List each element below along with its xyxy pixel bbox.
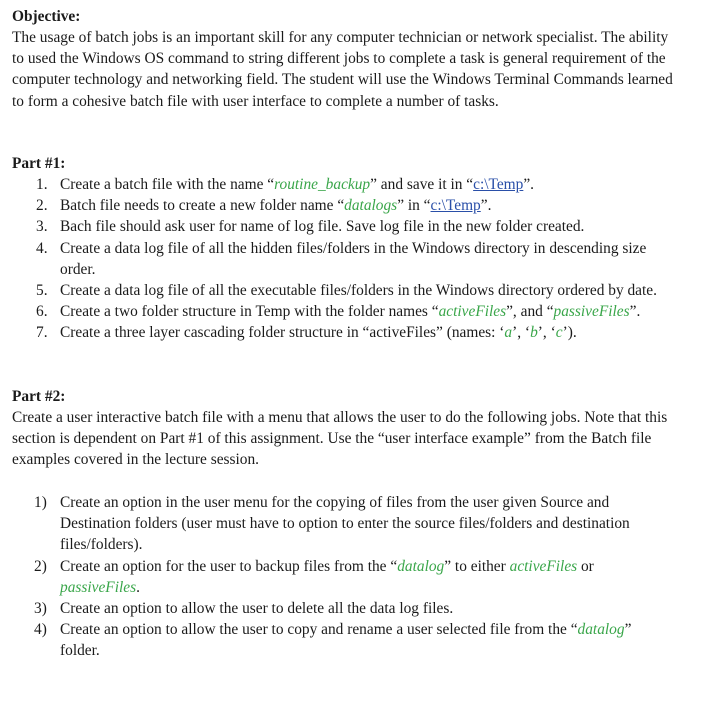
item-text: ’, ‘ (537, 324, 556, 342)
folder-highlight: datalogs (344, 197, 398, 215)
item-text: Create a three layer cascading folder structure in “activeFiles” (names: ‘ (60, 324, 505, 342)
list-item (0, 598, 690, 619)
item-number: 6. (36, 303, 48, 321)
item-text: ’, ‘ (512, 324, 531, 342)
part1-heading: Part #1: (12, 155, 66, 172)
item-text: Create a batch file with the name “ (60, 176, 275, 193)
folder-highlight: datalog (577, 621, 625, 639)
item-text: ”. (480, 197, 492, 215)
list-item (0, 492, 690, 556)
item-number: 5. (36, 282, 48, 300)
item-number: 7. (36, 324, 48, 342)
item-number: 2. (36, 197, 48, 215)
item-text: ” in “ (397, 197, 431, 215)
list-item (0, 195, 690, 216)
list-item (0, 238, 690, 280)
item-number: 1) (34, 494, 47, 511)
item-text: Create an option to allow the user to copy and rename a user selected file from the “ (60, 621, 578, 639)
item-number: 2) (34, 557, 47, 575)
list-item (0, 322, 690, 343)
objective-heading: Objective: (12, 8, 81, 25)
item-text: Create a two folder structure in Temp with the folder names “ (60, 303, 439, 321)
item-text: ’). (562, 324, 577, 342)
item-text: ”, and “ (506, 303, 554, 321)
folder-highlight: b (530, 324, 538, 342)
folder-highlight: passiveFiles (553, 303, 630, 321)
item-number: 4. (36, 239, 48, 257)
part2-list (0, 492, 690, 662)
item-number: 3. (36, 218, 48, 236)
list-item (0, 216, 690, 237)
item-text: Batch file needs to create a new folder name “ (60, 197, 345, 215)
item-number: 4) (34, 621, 47, 639)
list-item (0, 174, 690, 195)
folder-highlight: c (555, 324, 563, 342)
part1-list (0, 174, 690, 344)
item-text: Create an option in the user menu for the copying of files from the user given Source and Destination folders (user must have to option to enter the source files/folders and destination files/folders). (60, 494, 630, 554)
item-text: Create an option to allow the user to delete all the data log files. (60, 600, 454, 618)
path-link[interactable]: c:\Temp (430, 197, 481, 215)
filename-highlight: routine_backup (274, 176, 371, 193)
item-text: ” folder. (60, 621, 632, 660)
folder-highlight: activeFiles (438, 303, 507, 321)
item-number: 1. (36, 176, 48, 193)
folder-highlight: activeFiles (509, 557, 578, 575)
list-item (0, 301, 690, 322)
path-link[interactable]: c:\Temp (473, 176, 524, 193)
list-item (0, 280, 690, 301)
item-text: . (136, 578, 140, 596)
objective-text: The usage of batch jobs is an important skill for any computer technician or network specialist. The ability to used the Windows OS command to string different jobs to complete a task is general requirement of the computer technology and networking field. The student will use the Windows Terminal Commands learned to form a cohesive batch file with user interface to complete a number of tasks. (12, 29, 673, 110)
list-item (0, 556, 690, 598)
folder-highlight: passiveFiles (60, 578, 137, 596)
item-text: Create a data log file of all the executable files/folders in the Windows directory ordered by date. (60, 282, 657, 300)
item-text: or (577, 557, 594, 575)
item-text: ”. (629, 303, 641, 321)
item-text: Create a data log file of all the hidden files/folders in the Windows directory in descending size order. (60, 239, 647, 278)
folder-highlight: a (504, 324, 513, 342)
item-text: ” and save it in “ (370, 176, 474, 193)
part2-intro: Create a user interactive batch file with a menu that allows the user to do the following jobs. Note that this section is dependent on Part #1 of this assignment. Use the “user interface example” from the Batch file examples covered in the lecture session. (12, 409, 668, 469)
item-text: Create an option for the user to backup files from the “ (60, 557, 398, 575)
folder-highlight: datalog (397, 557, 445, 575)
part2-heading: Part #2: (12, 388, 66, 405)
list-item (0, 619, 690, 661)
item-text: ”. (523, 176, 535, 193)
item-text: ” to either (444, 557, 510, 575)
item-text: Bach file should ask user for name of log file. Save log file in the new folder created. (60, 218, 585, 236)
item-number: 3) (34, 600, 47, 618)
